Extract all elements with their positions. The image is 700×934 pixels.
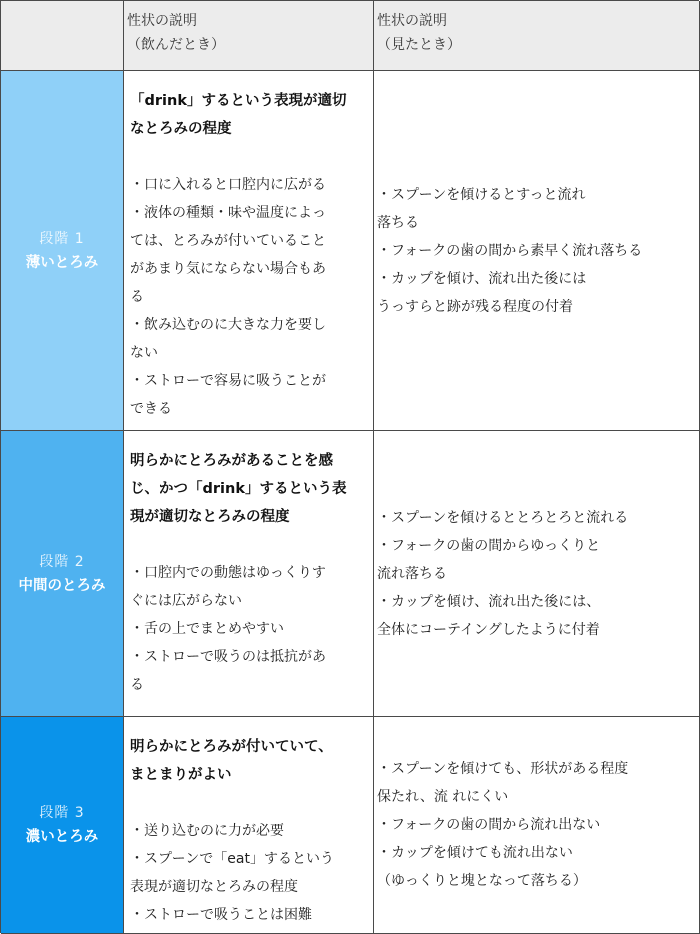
stage-name: 薄いとろみ (25, 254, 99, 271)
header-look-description (374, 1, 700, 71)
lead-text: 現が適切なとろみの程度 (130, 509, 290, 525)
stage-name: 中間のとろみ (18, 577, 106, 594)
drink-line: ない (130, 345, 158, 361)
look-line: ・フォークの歯の間から流れ出ない (377, 817, 601, 833)
look-line: ・フォークの歯の間からゆっくりと (377, 537, 601, 554)
stage-level: 段階 1 (39, 230, 85, 247)
header-label: 性状の説明 (127, 13, 197, 29)
stage-level: 段階 3 (39, 805, 85, 821)
drink-line: る (130, 677, 144, 693)
drink-line: ・口腔内での動態はゆっくりす (130, 565, 326, 581)
drink-description-1 (124, 71, 374, 431)
drink-line: ・液体の種類・味や温度によっ (130, 205, 326, 221)
lead-text: 「drink」するという表現が適切 (130, 93, 347, 109)
stage-cell-2 (1, 431, 124, 717)
look-line: （ゆっくりと塊となって落ちる） (377, 873, 587, 889)
look-line: ・カップを傾け、流れ出た後には (377, 270, 587, 287)
look-description-2 (374, 431, 700, 717)
drink-line: ・送り込むのに力が必要 (130, 823, 284, 839)
header-label: 性状の説明 (377, 13, 447, 29)
drink-line: があまり気にならない場合もあ (130, 261, 326, 277)
header-sublabel: （飲んだとき） (127, 37, 225, 53)
header-drink-description (124, 1, 374, 71)
lead-text: じ、かつ「drink」するという表 (130, 481, 347, 497)
drink-line: できる (130, 401, 172, 417)
header-sublabel: （見たとき） (377, 37, 461, 53)
look-line: ・カップを傾けても流れ出ない (377, 845, 573, 861)
look-line: 保たれ、流 れにくい (377, 789, 509, 805)
drink-line: ぐには広がらない (130, 593, 242, 609)
stage-cell-3 (1, 717, 124, 934)
look-line: ・カップを傾け、流れ出た後には、 (377, 593, 601, 610)
header-corner-cell (1, 1, 124, 71)
stage-level: 段階 2 (39, 553, 85, 570)
look-line: うっすらと跡が残る程度の付着 (377, 298, 573, 315)
drink-line: る (130, 289, 144, 305)
drink-line: ・舌の上でまとめやすい (130, 621, 284, 637)
lead-text: まとまりがよい (130, 767, 232, 783)
drink-line: ・ストローで吸うのは抵抗があ (130, 649, 326, 665)
look-description-1 (374, 71, 700, 431)
look-line: 落ちる (377, 214, 419, 231)
drink-line: ・ストローで容易に吸うことが (130, 373, 326, 389)
look-line: ・スプーンを傾けるとすっと流れ (377, 186, 586, 203)
drink-line: ・スプーンで「eat」するという (130, 851, 334, 867)
drink-line: 表現が適切なとろみの程度 (130, 879, 298, 895)
drink-description-2 (124, 431, 374, 717)
look-line: 全体にコーテイングしたように付着 (377, 621, 600, 638)
look-line: 流れ落ちる (377, 565, 447, 582)
stage-name: 濃いとろみ (25, 829, 99, 845)
drink-line: ・ストローで吸うことは困難 (130, 907, 312, 923)
drink-line: ては、とろみが付いていること (130, 233, 326, 249)
drink-line: ・口に入れると口腔内に広がる (130, 177, 326, 193)
lead-text: 明らかにとろみがあることを感 (130, 453, 333, 469)
lead-text: なとろみの程度 (130, 121, 232, 137)
look-line: ・スプーンを傾けるととろとろと流れる (377, 509, 629, 526)
look-line: ・フォークの歯の間から素早く流れ落ちる (377, 242, 643, 259)
look-line: ・スプーンを傾けても、形状がある程度 (377, 761, 629, 777)
look-description-3 (374, 717, 700, 934)
drink-line: ・飲み込むのに大きな力を要し (130, 317, 326, 333)
lead-text: 明らかにとろみが付いていて、 (130, 739, 333, 755)
drink-description-3 (124, 717, 374, 934)
stage-cell-1 (1, 71, 124, 431)
